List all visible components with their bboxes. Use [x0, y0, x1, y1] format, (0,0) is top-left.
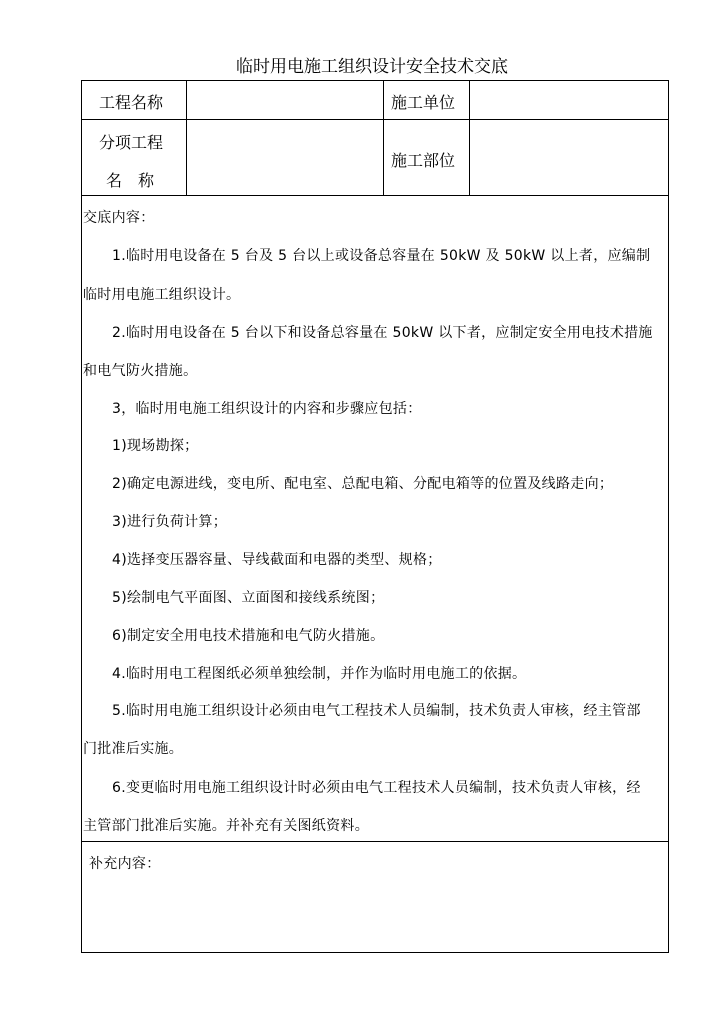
- row-divider-3: [81, 841, 669, 842]
- col-divider-2: [383, 80, 384, 195]
- content-line: 和电气防火措施。: [83, 363, 198, 379]
- content-line: 5.临时用电施工组织设计必须由电气工程技术人员编制，技术负责人审核，经主管部: [112, 703, 641, 719]
- content-line: 门批准后实施。: [83, 741, 184, 757]
- content-line: 1)现场勘探；: [112, 438, 199, 454]
- content-line: 5)绘制电气平面图、立面图和接线系统图；: [112, 590, 385, 606]
- row-divider-1: [81, 119, 669, 120]
- supplement-heading: 补充内容：: [89, 856, 161, 872]
- content-line: 4)选择变压器容量、导线截面和电器的类型、规格；: [112, 552, 442, 568]
- content-line: 4.临时用电工程图纸必须单独绘制，并作为临时用电施工的依据。: [112, 666, 527, 682]
- document-title: 临时用电施工组织设计安全技术交底: [236, 57, 508, 77]
- content-line: 临时用电施工组织设计。: [83, 287, 241, 303]
- content-line: 2.临时用电设备在 5 台以下和设备总容量在 50kW 以下者，应制定安全用电技术措施: [112, 325, 653, 341]
- content-line: 3)进行负荷计算；: [112, 514, 228, 530]
- col-divider-3: [469, 80, 470, 195]
- col-divider-1: [186, 80, 187, 195]
- content-line: 主管部门批准后实施。并补充有关图纸资料。: [83, 818, 369, 834]
- content-heading: 交底内容：: [83, 210, 155, 226]
- content-line: 3，临时用电施工组织设计的内容和步骤应包括：: [112, 401, 422, 417]
- content-line: 1.临时用电设备在 5 台及 5 台以上或设备总容量在 50kW 及 50kW 以上者，应编制: [112, 248, 651, 264]
- content-line: 6.变更临时用电施工组织设计时必须由电气工程技术人员编制，技术负责人审核，经: [112, 780, 641, 796]
- sub-project-label-line2: 名 称: [106, 171, 155, 190]
- construction-part-label: 施工部位: [391, 151, 456, 170]
- construction-unit-label: 施工单位: [391, 93, 456, 112]
- row-divider-2: [81, 195, 669, 196]
- content-line: 6)制定安全用电技术措施和电气防火措施。: [112, 628, 385, 644]
- sub-project-label-line1: 分项工程: [99, 133, 164, 152]
- content-line: 2)确定电源进线，变电所、配电室、总配电箱、分配电箱等的位置及线路走向；: [112, 476, 614, 492]
- project-name-label: 工程名称: [99, 93, 164, 112]
